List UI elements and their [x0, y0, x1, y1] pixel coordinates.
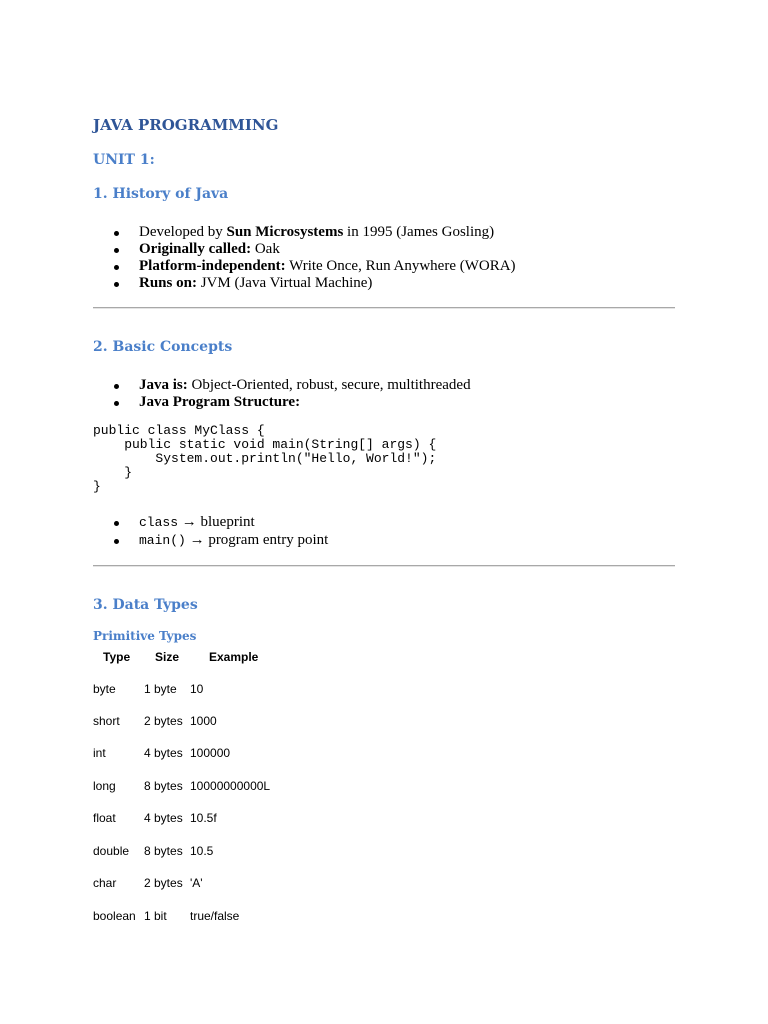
concepts-list: [93, 377, 471, 411]
list-item: [93, 532, 328, 549]
list-item-bold: Originally called:: [139, 241, 252, 257]
table-header-example: Example: [209, 650, 259, 664]
table-cell-size: 8 bytes: [144, 779, 183, 793]
list-item-bold: Java Program Structure:: [139, 394, 301, 410]
table-cell-type: double: [93, 844, 130, 858]
table-cell-example: 'A': [190, 876, 203, 890]
list-item-text: → blueprint: [178, 514, 255, 530]
list-item-bold: Platform-independent:: [139, 258, 286, 274]
bullet-icon: [114, 282, 119, 287]
bullet-icon: [114, 265, 119, 270]
table-cell-type: long: [93, 779, 116, 793]
table-cell-example: 10: [190, 682, 204, 696]
list-item-text: Write Once, Run Anywhere (WORA): [285, 258, 516, 274]
list-item-text: JVM (Java Virtual Machine): [196, 275, 373, 291]
table-cell-example: 1000: [190, 714, 217, 728]
code-block: public class MyClass { public static void main(String[] args) { System.out.println("Hello, World!"); } }: [93, 423, 437, 494]
table-cell-size: 1 byte: [144, 682, 177, 696]
table-cell-size: 1 bit: [144, 909, 167, 923]
unit-heading: UNIT 1:: [93, 152, 155, 168]
list-item-bold: Sun Microsystems: [226, 224, 344, 240]
table-cell-example: true/false: [190, 909, 240, 923]
table-cell-size: 4 bytes: [144, 811, 183, 825]
bullet-icon: [114, 539, 119, 544]
bullet-icon: [114, 521, 119, 526]
list-item-text: → program entry point: [185, 532, 329, 548]
table-cell-example: 10.5f: [190, 811, 217, 825]
list-item-bold: Runs on:: [139, 275, 197, 291]
inline-code: class: [139, 515, 179, 530]
bullet-icon: [114, 384, 119, 389]
section-heading-basic-concepts: 2. Basic Concepts: [93, 339, 233, 355]
table-cell-example: 10.5: [190, 844, 214, 858]
list-item: [93, 394, 471, 411]
code-notes-list: [93, 514, 328, 549]
subheading-primitive-types: Primitive Types: [93, 629, 197, 643]
list-item-text: Oak: [251, 241, 280, 257]
list-item: [93, 258, 516, 275]
table-cell-example: 100000: [190, 746, 231, 760]
table-cell-type: float: [93, 811, 116, 825]
list-item-text: Object-Oriented, robust, secure, multithreaded: [187, 377, 471, 393]
table-cell-type: char: [93, 876, 117, 890]
bullet-icon: [114, 231, 119, 236]
list-item-text: in 1995 (James Gosling): [343, 224, 495, 240]
bullet-icon: [114, 401, 119, 406]
table-cell-size: 2 bytes: [144, 876, 183, 890]
primitive-types-table: [93, 650, 393, 940]
inline-code: main(): [139, 533, 186, 548]
list-item: [93, 275, 516, 292]
table-cell-size: 8 bytes: [144, 844, 183, 858]
table-header-size: Size: [155, 650, 180, 664]
table-cell-type: byte: [93, 682, 116, 696]
section-heading-history: 1. History of Java: [93, 186, 229, 202]
horizontal-rule: [93, 307, 675, 309]
list-item-bold: Java is:: [139, 377, 188, 393]
horizontal-rule: [93, 565, 675, 567]
list-item: [93, 377, 471, 394]
table-cell-size: 4 bytes: [144, 746, 183, 760]
list-item: [93, 224, 516, 241]
document-title: JAVA PROGRAMMING: [93, 116, 279, 134]
bullet-icon: [114, 248, 119, 253]
section-heading-data-types: 3. Data Types: [93, 597, 198, 613]
table-cell-type: short: [93, 714, 120, 728]
table-cell-type: boolean: [93, 909, 136, 923]
list-item: [93, 241, 516, 258]
list-item: [93, 514, 328, 531]
table-header-type: Type: [103, 650, 131, 664]
table-cell-example: 10000000000L: [190, 779, 271, 793]
table-cell-type: int: [93, 746, 106, 760]
history-list: [93, 224, 516, 292]
list-item-text: Developed by: [139, 224, 227, 240]
table-cell-size: 2 bytes: [144, 714, 183, 728]
